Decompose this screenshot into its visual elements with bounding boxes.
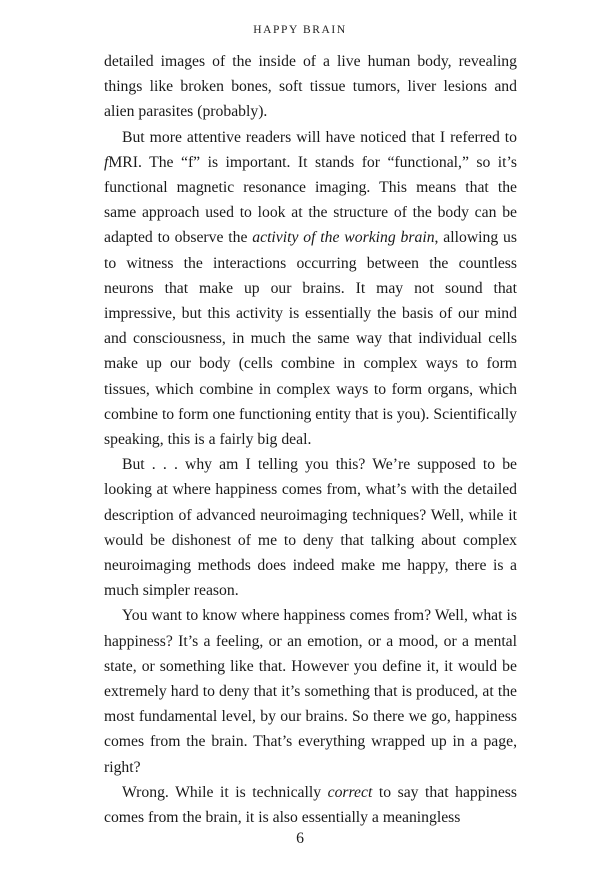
- text-run: But more attentive readers will have noticed that I referred to: [122, 128, 517, 146]
- paragraph-2: [104, 125, 517, 453]
- paragraph-5: [104, 780, 517, 830]
- text-run: But . . . why am I telling you this? We’re supposed to be looking at where happiness comes from, what’s with the detailed description of advanced neuroimaging techniques? Well, while it would be dishonest of me to deny that talking about complex neuroimaging methods does indeed make me happy, there is a much simpler reason.: [104, 456, 517, 600]
- text-run: MRI. The “f” is important. It stands for “functional,” so it’s functional magnetic resonance imaging. This means that the same approach used to look at the structure of the body can be adapted to observe the: [104, 153, 517, 247]
- italic-run: f: [104, 153, 109, 171]
- paragraph-4: [104, 603, 517, 779]
- text-run: detailed images of the inside of a live human body, revealing things like broken bones, soft tissue tumors, liver lesions and alien parasites (probably).: [104, 53, 517, 121]
- body-text: [104, 49, 517, 830]
- italic-run: activity of the working brain: [252, 229, 435, 247]
- italic-run: correct: [327, 783, 373, 801]
- paragraph-3: [104, 452, 517, 603]
- text-run: Wrong. While it is technically: [122, 783, 328, 801]
- text-run: , allowing us to witness the interactions occurring between the countless neurons that make up our brains. It may not sound that impressive, but this activity is essentially the basis of our mind and consciousness, in much the same way that individual cells make up our body (cells combine in complex ways to form tissues, which combine in complex ways to form organs, which combine to form one functioning entity that is you). Scientifically speaking, this is a fairly big deal.: [104, 229, 518, 449]
- page-number: 6: [296, 830, 304, 847]
- text-run: to say that happiness comes from the brain, it is also essentially a meaningless: [104, 783, 517, 827]
- text-run: You want to know where happiness comes from? Well, what is happiness? It’s a feeling, or an emotion, or a mood, or a mental state, or something like that. However you define it, it would be extremely hard to deny that it’s something that is produced, at the most fundamental level, by our brains. So there we go, happiness comes from the brain. That’s everything wrapped up in a page, right?: [104, 607, 517, 776]
- paragraph-1: [104, 49, 517, 125]
- running-head: HAPPY BRAIN: [253, 24, 347, 36]
